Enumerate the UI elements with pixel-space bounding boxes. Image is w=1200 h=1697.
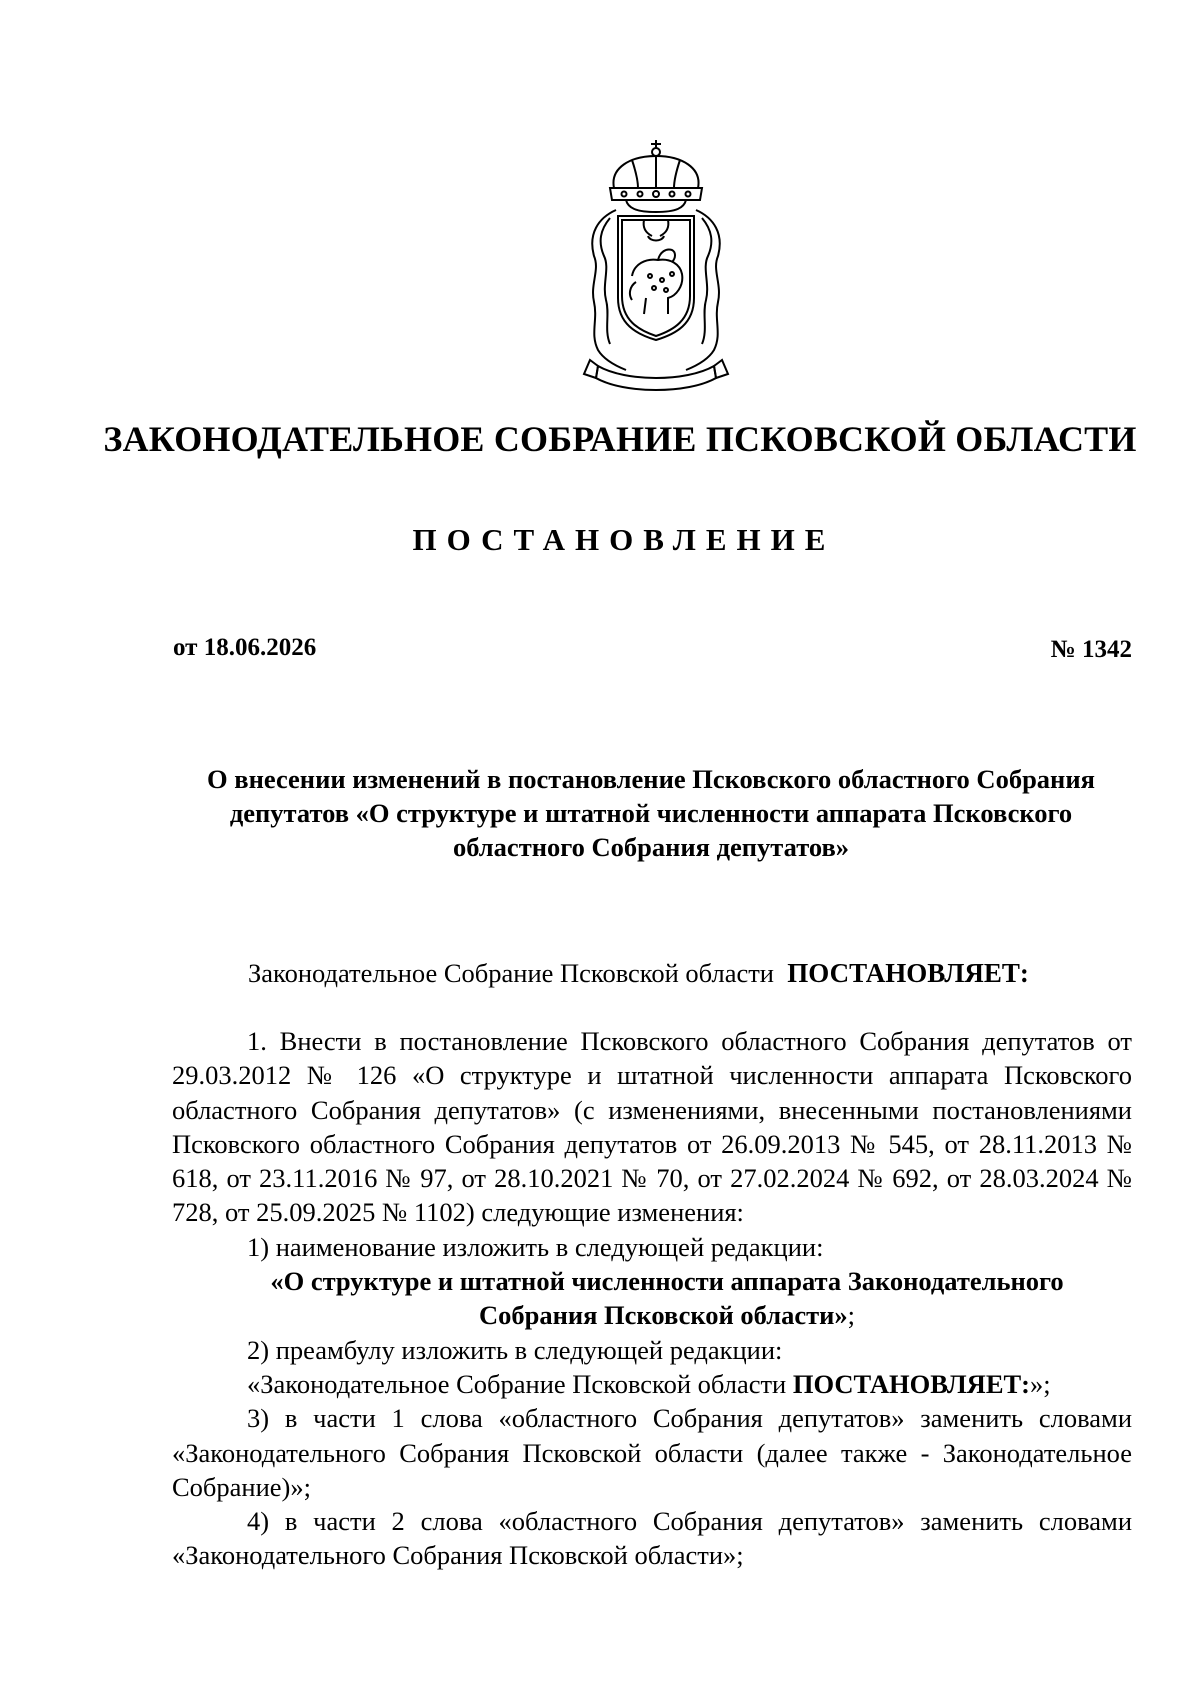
preamble-text [172, 1367, 1132, 1401]
subitem-2: 2) преамбулу изложить в следующей редакции: [247, 1334, 783, 1365]
subject-line: областного Собрания депутатов» [452, 832, 850, 862]
intro-text: Законодательное Собрание Псковской области [248, 958, 774, 988]
subitem-1: 1) наименование изложить в следующей редакции: [247, 1231, 824, 1262]
subject-line: депутатов «О структуре и штатной численности аппарата Псковского [229, 798, 1073, 828]
document-number: № 1342 [1050, 636, 1132, 663]
subject-line: О внесении изменений в постановление Псковского областного Собрания [207, 764, 1095, 794]
preamble-decree-word: ПОСТАНОВЛЯЕТ: [792, 1368, 1030, 1399]
document-type: ПОСТАНОВЛЕНИЕ [412, 522, 836, 557]
document-body [172, 1024, 1132, 1573]
new-title-line [172, 1298, 1132, 1332]
decree-intro [248, 958, 1029, 989]
preamble-lead: «Законодательное Собрание Псковской области [247, 1368, 793, 1399]
new-title-text: Собрания Псковской области» [478, 1300, 848, 1331]
new-title-line: «О структуре и штатной численности аппарата Законодательного [270, 1266, 1064, 1297]
subitem-4: 4) в части 2 слова «областного Собрания депутатов» заменить словами «Законодательного Собрания Псковской области»; [172, 1506, 1132, 1571]
new-title-punct: ; [847, 1300, 856, 1331]
document-subject [170, 762, 1132, 864]
pskov-region-coat-of-arms-icon [576, 138, 736, 402]
subitem-3: 3) в части 1 слова «областного Собрания депутатов» заменить словами «Законодательного Собрания Псковской области (далее также - Законодательное Собрание)»; [172, 1403, 1132, 1502]
preamble-end: »; [1030, 1368, 1051, 1399]
organization-title: ЗАКОНОДАТЕЛЬНОЕ СОБРАНИЕ ПСКОВСКОЙ ОБЛАСТИ [103, 419, 1137, 459]
item-1: 1. Внести в постановление Псковского областного Собрания депутатов от 29.03.2012 № 126 «О структуре и штатной численности аппарата Псковского областного Собрания депутатов» (с изменениями, внесенными постановлениями Псковского областного Собрания депутатов от 26.09.2013 № 545, от 28.11.2013 № 618, от 23.11.2016 № 97, от 28.10.2021 № 70, от 27.02.2024 № 692, от 28.03.2024 № 728, от 25.09.2025 № 1102) следующие изменения: [172, 1026, 1132, 1228]
document-date: от 18.06.2026 [173, 634, 317, 661]
decree-word: ПОСТАНОВЛЯЕТ: [787, 958, 1029, 988]
